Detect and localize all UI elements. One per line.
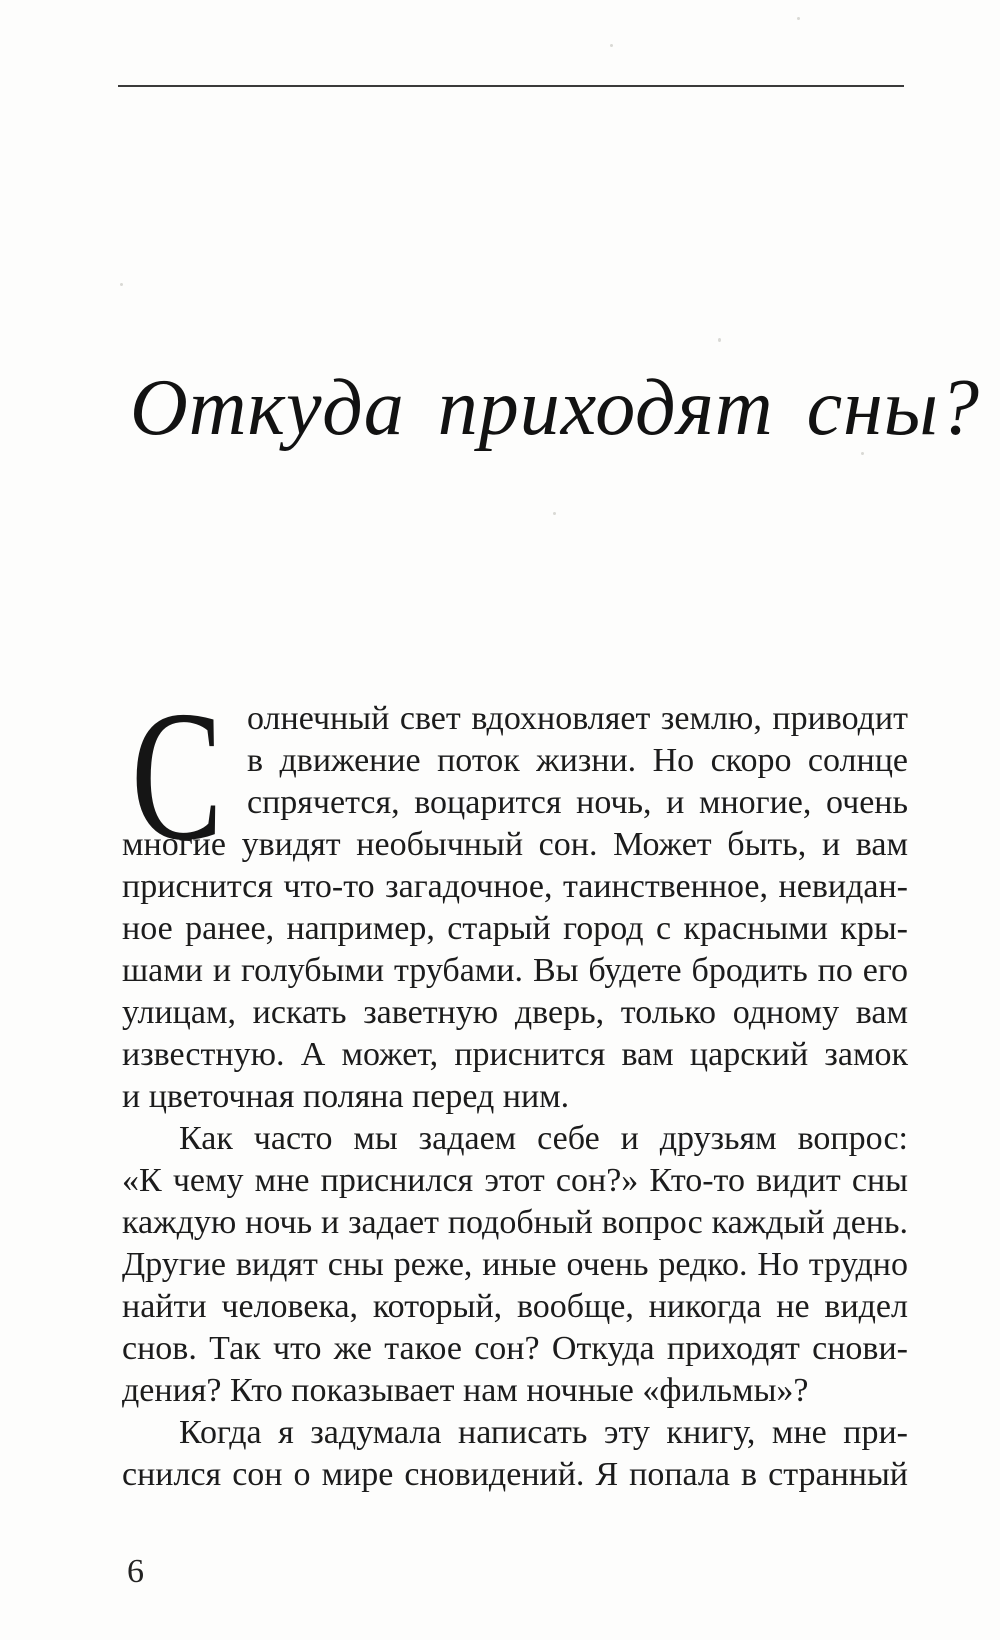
text-line: каждую ночь и задает подобный вопрос каждый день. [122,1204,908,1241]
text-line: в движение поток жизни. Но скоро солнце [247,742,908,779]
text-line: олнечный свет вдохновляет землю, приводит [247,700,908,737]
chapter-title: Откуда приходят сны? [130,364,980,452]
drop-cap [122,673,247,879]
text-line: дения? Кто показывает нам ночные «фильмы»? [122,1372,809,1409]
text-line: Другие видят сны реже, иные очень редко. Но трудно [122,1246,908,1283]
drop-cap-letter: С [131,673,223,879]
page-number: 6 [127,1553,144,1590]
paragraph [122,1118,908,1412]
text-line: известную. А может, приснится вам царский замок [122,1036,908,1073]
scan-speck [553,512,556,515]
text-line: приснится что-то загадочное, таинственное, невидан- [122,868,908,905]
text-line: найти человека, который, вообще, никогда не видел [122,1288,908,1325]
text-line: снился сон о мире сновидений. Я попала в странный [122,1456,908,1493]
text-line: ное ранее, например, старый город с красными кры- [122,910,908,947]
scan-speck [797,17,800,20]
scan-speck [120,283,123,286]
scan-speck [718,338,721,342]
text-line: шами и голубыми трубами. Вы будете бродить по его [122,952,908,989]
text-line: улицам, искать заветную дверь, только одному вам [122,994,908,1031]
text-line: Как часто мы задаем себе и друзьям вопрос: [179,1120,908,1157]
text-line: и цветочная поляна перед ним. [122,1078,570,1115]
paragraph [122,1412,908,1496]
body-text-block [122,673,908,1496]
text-line: Когда я задумала написать эту книгу, мне при- [179,1414,908,1451]
scan-speck [610,44,613,47]
header-rule [118,85,904,87]
text-line: многие увидят необычный сон. Может быть, и вам [122,826,908,863]
text-line: спрячется, воцарится ночь, и многие, очень [247,784,908,821]
paragraph [122,673,908,1118]
text-line: «К чему мне приснился этот сон?» Кто-то видит сны [122,1162,908,1199]
text-line: снов. Так что же такое сон? Откуда приходят снови- [122,1330,908,1367]
